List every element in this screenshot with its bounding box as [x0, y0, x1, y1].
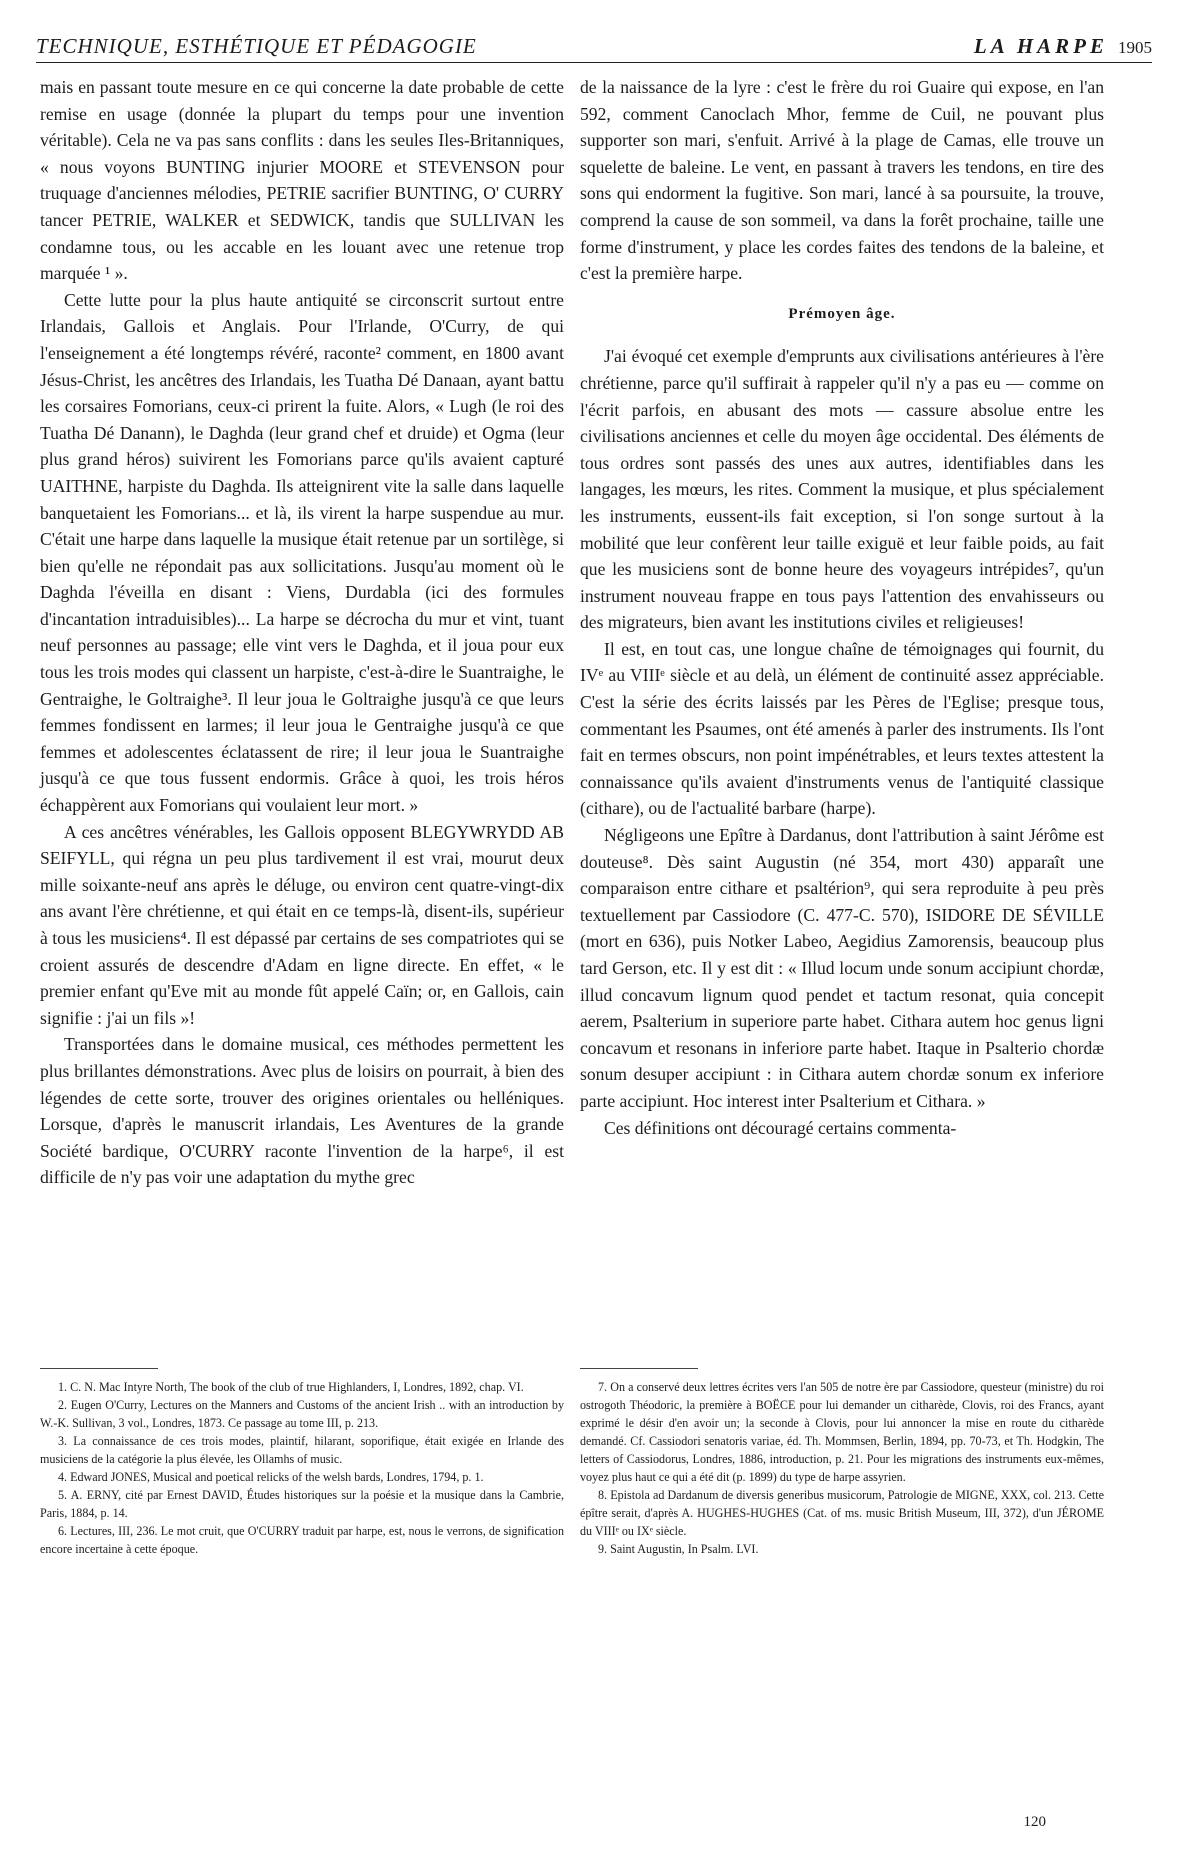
footnote: 5. A. ERNY, cité par Ernest DAVID, Études historiques sur la poésie et la musique dans la Cambrie, Paris, 1884, p. 14.	[40, 1488, 564, 1520]
header-rule	[36, 62, 1152, 63]
right-paragraph-3: Négligeons une Epître à Dardanus, dont l'attribution à saint Jérôme est douteuse⁸. Dès saint Augustin (né 354, mort 430) apparaît une comparaison entre cithare et psaltérion⁹, qui sera reproduite à peu près textuellement par Cassiodore (C. 477-C. 570), ISIDORE DE SÉVILLE (mort en 636), puis Notker Labeo, Aegidius Zamorensis, beaucoup plus tard Gerson, etc. Il y est dit : « Illud locum unde sonum accipiunt chordæ, illud concavum lignum quod pendet et tactum resonat, quia concepit aerem, Psalterium in superiore parte habet. Cithara autem hoc genus ligni concavum et resonans in inferiore parte habet. Itaque in Psalterio chordæ sonum desuper accipiunt : in Cithara autem chordæ sonum ex inferiore parte accipiunt. Hoc interest inter Psalterium et Cithara. »	[580, 825, 1104, 1111]
left-column	[40, 74, 564, 1191]
folio-number: 120	[1023, 1814, 1046, 1830]
left-paragraph-1: mais en passant toute mesure en ce qui concerne la date probable de cette remise en usage (donnée la plupart du temps pour une invention véritable). Cela ne va pas sans conflits : dans les seules Iles-Britanniques, « nous voyons BUNTING injurier MOORE et STEVENSON pour truquage d'anciennes mélodies, PETRIE sacrifier BUNTING, O' CURRY tancer PETRIE, WALKER et SEDWICK, tandis que SULLIVAN les condamne tous, ou les accable en les louant avec une retenue trop marquée ¹ ».	[40, 77, 564, 284]
right-paragraph-1: J'ai évoqué cet exemple d'emprunts aux civilisations antérieures à l'ère chrétienne, parce qu'il suffirait à rappeler qu'il n'y a pas eu — comme on l'écrit parfois, en abusant des mots — cassure absolue entre les civilisations anciennes et celle du moyen âge occidental. Des éléments de tous ordres sont passés des unes aux autres, identifiables dans les langages, les mœurs, les rites. Comment la musique, et plus spécialement les instruments, eussent-ils fait exception, si l'on songe surtout à la mobilité que leur confèrent leur taille exiguë et leur faible poids, au fait que les musiciens sont de bonne heure des voyageurs intrépides⁷, qu'un instrument nouveau frappe en tous pays l'attention des envahisseurs ou des migrateurs, bien avant les institutions civiles et religieuses!	[580, 346, 1104, 633]
left-paragraph-2: Cette lutte pour la plus haute antiquité se circonscrit surtout entre Irlandais, Gallois et Anglais. Pour l'Irlande, O'Curry, de qui l'enseignement a été longtemps révéré, raconte² comment, en 1800 avant Jésus-Christ, les ancêtres des Irlandais, les Tuatha Dé Danaan, ayant battu les corsaires Fomorians, ceux-ci prirent la fuite. Alors, « Lugh (le roi des Tuatha Dé Danann), le Daghda (leur grand chef et druide) et Ogma (leur plus grand héros) suivirent les Fomorians parce qu'ils avaient capturé UAITHNE, harpiste du Daghda. Ils atteignirent vite la salle dans laquelle banquetaient les Fomorians... et là, ils virent la harpe suspendue au mur. C'était une harpe dans laquelle la musique était retenue par un sortilège, si bien qu'elle ne répondait pas aux sollicitations. Jusqu'au moment où le Daghda l'éveilla en disant : Viens, Durdabla (ici des formules d'incantation intraduisibles)... La harpe se décrocha du mur et vint, tuant neuf personnes au passage; elle vint vers le Daghda, et il joua pour eux tous les trois modes qui classent un harpiste, c'est-à-dire le Suantraighe, le Gentraighe, le Goltraighe³. Il leur joua le Goltraighe jusqu'à ce que leurs femmes fondissent en larmes; il leur joua le Gentraighe jusqu'à ce que femmes et adolescentes éclatassent de rire; il leur joua le Suantraighe jusqu'à ce que tous fussent endormis. Grâce à quoi, les trois héros échappèrent aux Fomorians qui voulaient leur mort. »	[40, 289, 564, 816]
footnote-rule-right	[580, 1368, 698, 1369]
footnote: 6. Lectures, III, 236. Le mot cruit, que O'CURRY traduit par harpe, est, nous le verrons, de signification encore incertaine à cette époque.	[40, 1524, 564, 1556]
left-paragraph-4: Transportées dans le domaine musical, ces méthodes permettent les plus brillantes démonstrations. Avec plus de loisirs on pourrait, à bien des légendes de cette sorte, trouver des origines orientales ou helléniques. Lorsque, d'après le manuscrit irlandais, Les Aventures de la grande Société bardique, O'CURRY raconte l'invention de la harpe⁶, il est difficile de n'y pas voir une adaptation du mythe grec	[40, 1034, 564, 1188]
section-heading: Prémoyen âge.	[788, 305, 896, 322]
right-column	[580, 74, 1104, 1141]
header-page-number: 1905	[1118, 38, 1152, 57]
running-title-right	[974, 34, 1152, 59]
right-paragraph-4: Ces définitions ont découragé certains commenta-	[604, 1117, 957, 1138]
footnote: 2. Eugen O'Curry, Lectures on the Manners and Customs of the ancient Irish .. with an introduction by W.-K. Sullivan, 3 vol., Londres, 1873. Ce passage au tome III, p. 213.	[40, 1398, 564, 1430]
left-paragraph-3: A ces ancêtres vénérables, les Gallois opposent BLEGYWRYDD AB SEIFYLL, qui régna un peu plus tardivement il est vrai, mourut deux mille soixante-neuf ans après le déluge, ou environ cent quatre-vingt-dix ans avant l'ère chrétienne, et qui était en ce temps-là, disent-ils, supérieur à tous les musiciens⁴. Il est dépassé par certains de ses compatriotes qui se croient assurés de descendre d'Adam en ligne directe. En effet, « le premier enfant qu'Eve mit au monde fût appelé Caïn; or, en Gallois, cain signifie : j'ai un fils »!	[40, 821, 564, 1028]
footnote: 1. C. N. Mac Intyre North, The book of the club of true Highlanders, I, Londres, 1892, chap. VI.	[58, 1380, 524, 1394]
footnote: 8. Epistola ad Dardanum de diversis generibus musicorum, Patrologie de MIGNE, XXX, col. 213. Cette épître serait, d'après A. HUGHES-HUGHES (Cat. of ms. music British Museum, III, 372), d'un JÉROME du VIIIᵉ ou IXᵉ siècle.	[580, 1488, 1104, 1538]
footnotes-right	[580, 1378, 1104, 1558]
footnote-rule-left	[40, 1368, 158, 1369]
right-paragraph-continuation: de la naissance de la lyre : c'est le frère du roi Guaire qui expose, en l'an 592, comment Canoclach Mhor, femme de Cuil, ne pouvant plus supporter son mari, s'enfuit. Arrivé à la plage de Camas, elle trouve un squelette de baleine. Le vent, en passant à travers les tendons, en tire des sons qui endorment la fugitive. Son mari, lancé à sa poursuite, la trouve, comprend la cause de son sommeil, va dans la forêt prochaine, taille une forme d'instrument, y place les cordes faites des tendons de la baleine, et c'est la première harpe.	[580, 77, 1104, 284]
footnote: 9. Saint Augustin, In Psalm. LVI.	[598, 1542, 759, 1556]
footnote: 7. On a conservé deux lettres écrites vers l'an 505 de notre ère par Cassiodore, questeur (ministre) du roi ostrogoth Théodoric, la première à BOËCE pour lui demander un citharède, Clovis, roi des Francs, ayant exprimé le désir d'en avoir un; la seconde à Clovis, pour lui annoncer la mise en route du citharède demandé. Cf. Cassiodori senatoris variae, éd. Th. Mommsen, Berlin, 1894, pp. 70-73, et Th. Hodgkin, The letters of Cassiodorus, Londres, 1886, introduction, p. 21. Pour les migrations des instruments eux-mêmes, voyez plus haut ce qui a été dit (p. 1899) du type de harpe assyrien.	[580, 1380, 1104, 1484]
footnote: 4. Edward JONES, Musical and poetical relicks of the welsh bards, Londres, 1794, p. 1.	[58, 1470, 484, 1484]
running-title-harpe: LA HARPE	[973, 34, 1108, 58]
footnotes-left	[40, 1378, 564, 1558]
running-title-left: TECHNIQUE, ESTHÉTIQUE ET PÉDAGOGIE	[36, 34, 477, 58]
running-header	[36, 34, 1152, 64]
footnote: 3. La connaissance de ces trois modes, plaintif, hilarant, soporifique, était exigée en Irlande des musiciens de la catégorie la plus élevée, les Ollamhs of music.	[40, 1434, 564, 1466]
right-paragraph-2: Il est, en tout cas, une longue chaîne de témoignages qui fournit, du IVᵉ au VIIIᵉ siècle et au delà, un élément de continuité assez appréciable. C'est la série des écrits laissés par les Pères de l'Eglise; presque tous, commentant les Psaumes, ont été amenés à parler des instruments. Ils l'ont fait en termes obscurs, non point impénétrables, et leurs textes attestent la connaissance qu'ils avaient d'instruments venus de l'antiquité classique (cithare), ou de l'actualité barbare (harpe).	[580, 638, 1104, 819]
